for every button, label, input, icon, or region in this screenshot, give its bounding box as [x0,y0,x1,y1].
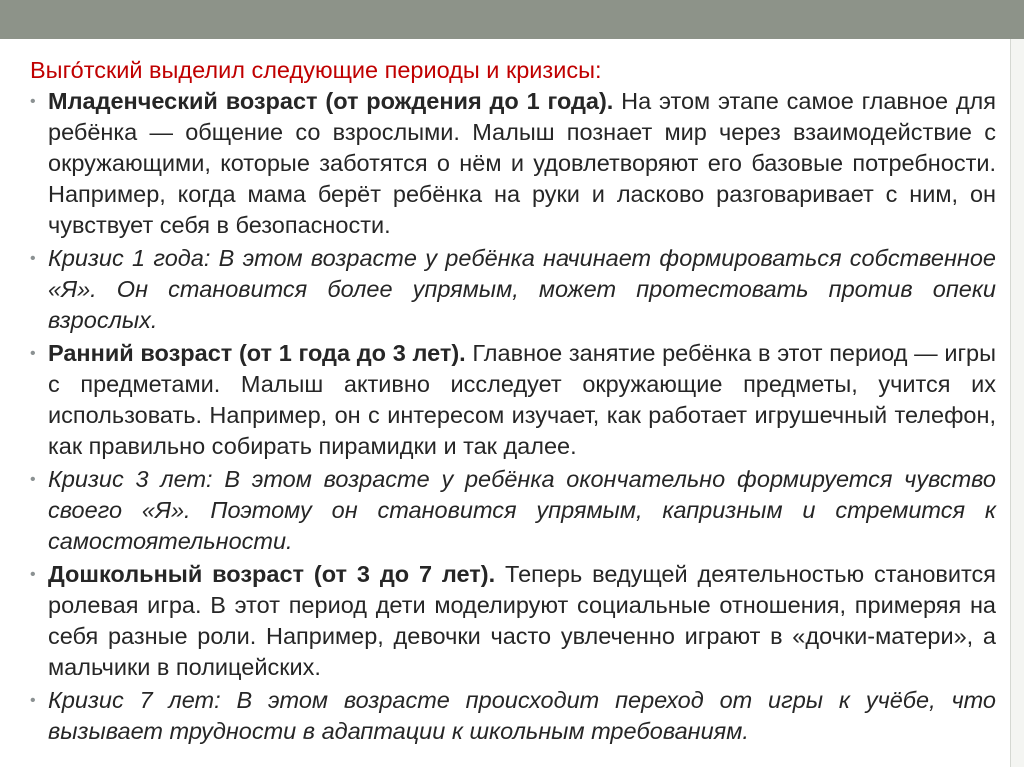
period-title: Дошкольный возраст (от 3 до 7 лет). [48,561,496,587]
bullet-icon: • [30,93,36,110]
period-title: Ранний возраст (от 1 года до 3 лет). [48,340,466,366]
crisis-description: Кризис 3 лет: В этом возрасте у ребёнка окончательно формируется чувство своего «Я». Поэтому он становится упрямым, капризным и стремится к самостоятельности. [48,466,996,554]
period-list [30,86,996,747]
crisis-description: Кризис 7 лет: В этом возрасте происходит переход от игры к учёбе, что вызывает трудности в адаптации к школьным требованиям. [48,687,996,744]
slide-content [30,54,996,749]
list-item-infancy [30,86,996,241]
period-title: Младенческий возраст (от рождения до 1 года). [48,88,614,114]
bullet-icon: • [30,345,36,362]
slide-top-bar [0,0,1024,39]
list-item-crisis-7-years [30,685,996,747]
bullet-icon: • [30,692,36,709]
period-description: Главное занятие ребёнка в этот период — игры с предметами. Малыш активно исследует окружающие предметы, учится их использовать. Например, он с интересом изучает, как работает игрушечный телефон, как правильно собирать пирамидки и так далее. [48,340,996,459]
bullet-icon: • [30,471,36,488]
period-description: На этом этапе самое главное для ребёнка — общение со взрослыми. Малыш познает мир через взаимодействие с окружающими, которые заботятся о нём и удовлетворяют его базовые потребности. Например, когда мама берёт ребёнка на руки и ласково разговаривает с ним, он чувствует себя в безопасности. [48,88,996,238]
slide-right-strip [1010,39,1024,767]
list-item-crisis-1-year [30,243,996,336]
list-item-early-childhood [30,338,996,462]
period-description: Теперь ведущей деятельностью становится ролевая игра. В этот период дети моделируют социальные отношения, примеряя на себя разные роли. Например, девочки часто увлеченно играют в «дочки-матери», а мальчики в полицейских. [48,561,997,680]
list-item-preschool [30,559,996,683]
crisis-description: Кризис 1 года: В этом возрасте у ребёнка начинает формироваться собственное «Я». Он становится более упрямым, может протестовать против опеки взрослых. [48,245,996,333]
list-item-crisis-3-years [30,464,996,557]
slide-heading: Выго́тский выделил следующие периоды и кризисы: [30,57,602,83]
bullet-icon: • [30,250,36,267]
bullet-icon: • [30,566,36,583]
